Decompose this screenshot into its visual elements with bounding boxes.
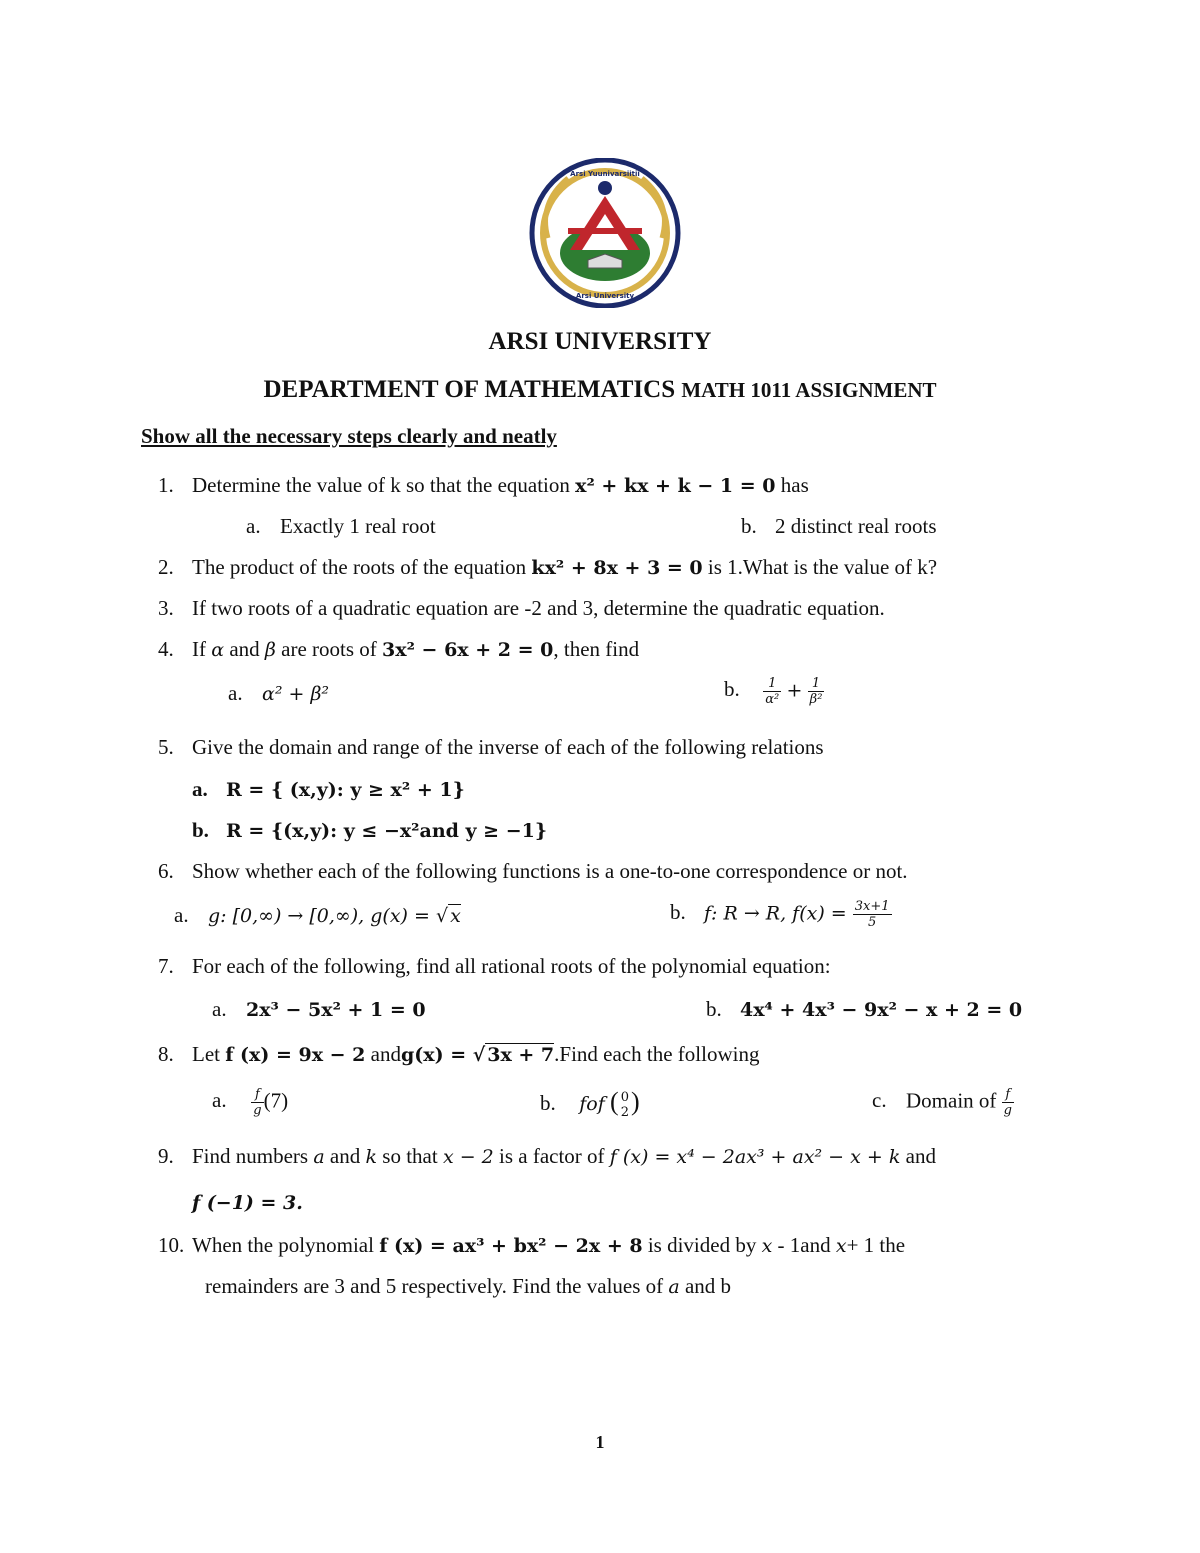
option-label: b. bbox=[192, 818, 209, 842]
plus-sign: + bbox=[786, 679, 803, 702]
question-3 bbox=[158, 595, 885, 621]
question-text: When the polynomial bbox=[192, 1233, 374, 1257]
equation: x² + kx + k − 1 = 0 bbox=[575, 475, 776, 497]
word-if: If bbox=[192, 637, 206, 661]
question-number: 1. bbox=[158, 473, 174, 497]
expression: g: [0,∞) → [0,∞), g(x) = bbox=[208, 905, 436, 927]
question-text: - 1and bbox=[777, 1233, 831, 1257]
question-1a bbox=[246, 513, 436, 539]
question-8: 8. Let f (x) = 9x − 2 andg(x) = √ 3x + 7.Find each the following bbox=[158, 1042, 760, 1066]
question-text: Give the domain and range of the inverse of each of the following relations bbox=[192, 735, 824, 759]
question-8a bbox=[212, 1087, 288, 1118]
word-and: and bbox=[370, 1042, 401, 1066]
denominator: g bbox=[1003, 1103, 1012, 1118]
option-text: Domain of bbox=[906, 1088, 997, 1113]
question-6b bbox=[670, 899, 892, 930]
question-text: is a factor of bbox=[499, 1144, 605, 1168]
denominator: β² bbox=[809, 692, 823, 707]
question-9 bbox=[158, 1143, 936, 1170]
question-7b bbox=[706, 996, 1022, 1023]
expression: R = {(x,y): y ≤ −x²and y ≥ −1} bbox=[226, 820, 548, 842]
question-5a bbox=[192, 776, 465, 803]
question-tail: , then find bbox=[553, 637, 640, 661]
divisor-variable: x bbox=[835, 1235, 847, 1257]
option-label: b. bbox=[724, 677, 740, 702]
university-logo bbox=[528, 158, 682, 308]
question-6 bbox=[158, 858, 908, 884]
numerator: f bbox=[1002, 1087, 1014, 1103]
beta-symbol: β bbox=[264, 639, 276, 661]
option-label: a. bbox=[228, 681, 243, 705]
fraction bbox=[853, 899, 892, 930]
argument: (7) bbox=[263, 1088, 289, 1113]
question-8c bbox=[872, 1087, 1014, 1118]
denominator: g bbox=[253, 1103, 262, 1118]
composition: fof bbox=[579, 1093, 605, 1115]
question-10-line2 bbox=[205, 1273, 731, 1300]
denominator: 5 bbox=[867, 915, 877, 930]
question-text: + 1 the bbox=[846, 1233, 906, 1257]
column-vector bbox=[619, 1090, 631, 1120]
question-tail: has bbox=[780, 473, 809, 497]
option-label: a. bbox=[174, 903, 189, 927]
equation: kx² + 8x + 3 = 0 bbox=[531, 557, 703, 579]
question-number: 7. bbox=[158, 954, 174, 978]
question-text: For each of the following, find all rational roots of the polynomial equation: bbox=[192, 954, 831, 978]
question-text: Determine the value of k so that the equation bbox=[192, 473, 570, 497]
equation: 3x² − 6x + 2 = 0 bbox=[382, 639, 554, 661]
option-label: a. bbox=[212, 997, 227, 1021]
question-text: Show whether each of the following functions is a one-to-one correspondence or not. bbox=[192, 859, 908, 883]
question-text: Find numbers bbox=[192, 1144, 309, 1168]
question-4 bbox=[158, 636, 639, 663]
question-5 bbox=[158, 734, 824, 760]
svg-text:Arsi University: Arsi University bbox=[575, 292, 635, 300]
question-4a bbox=[228, 680, 329, 707]
expression: α² + β² bbox=[262, 683, 330, 705]
option-label: b. bbox=[540, 1091, 556, 1115]
function-f: f (x) = 9x − 2 bbox=[225, 1044, 366, 1066]
denominator: α² bbox=[765, 692, 780, 707]
word-and: and bbox=[329, 1144, 361, 1168]
word-let: Let bbox=[192, 1042, 220, 1066]
divisor-variable: x bbox=[761, 1235, 773, 1257]
sqrt-argument: x bbox=[450, 905, 461, 927]
course-title: MATH 1011 ASSIGNMENT bbox=[681, 378, 937, 402]
university-title: ARSI UNIVERSITY bbox=[488, 328, 712, 355]
fraction bbox=[763, 676, 781, 707]
department-title bbox=[0, 376, 1200, 404]
expression: 2x³ − 5x² + 1 = 0 bbox=[246, 999, 426, 1021]
question-number: 5. bbox=[158, 735, 174, 759]
option-text: 2 distinct real roots bbox=[775, 514, 937, 538]
option-label: a. bbox=[246, 514, 261, 538]
question-2 bbox=[158, 554, 937, 581]
question-number: 2. bbox=[158, 555, 174, 579]
option-label: b. bbox=[706, 997, 722, 1021]
vector-bottom: 2 bbox=[620, 1105, 629, 1121]
expression: f: R → R, f(x) = bbox=[704, 902, 853, 925]
fraction bbox=[1002, 1087, 1014, 1118]
variable-a: a bbox=[313, 1146, 325, 1168]
question-7a bbox=[212, 996, 426, 1023]
question-tail: .Find each the following bbox=[554, 1042, 760, 1066]
question-number: 9. bbox=[158, 1144, 174, 1168]
expression: R = { (x,y): y ≥ x² + 1} bbox=[226, 779, 465, 801]
numerator: f bbox=[251, 1087, 263, 1103]
question-7 bbox=[158, 953, 831, 979]
vector-top: 0 bbox=[620, 1090, 629, 1106]
factor: x − 2 bbox=[442, 1146, 494, 1168]
option-label: b. bbox=[741, 514, 757, 538]
question-9-condition bbox=[192, 1189, 303, 1216]
question-tail: is 1.What is the value of k? bbox=[707, 555, 938, 579]
numerator: 1 bbox=[808, 676, 825, 692]
variable-k: k bbox=[365, 1146, 378, 1168]
question-6a: a. g: [0,∞) → [0,∞), g(x) = √ x bbox=[174, 903, 461, 927]
question-number: 8. bbox=[158, 1042, 174, 1066]
question-text: The product of the roots of the equation bbox=[192, 555, 527, 579]
question-number: 4. bbox=[158, 637, 174, 661]
alpha-symbol: α bbox=[211, 639, 225, 661]
question-10 bbox=[158, 1232, 905, 1259]
question-8b: b. fof ( 0 2 ) bbox=[540, 1087, 640, 1121]
question-number: 3. bbox=[158, 596, 174, 620]
instruction: Show all the necessary steps clearly and neatly bbox=[141, 424, 557, 448]
question-4b bbox=[724, 676, 824, 707]
question-number: 10. bbox=[158, 1233, 185, 1257]
option-label: a. bbox=[212, 1088, 227, 1113]
question-text: and b bbox=[684, 1274, 732, 1298]
expression: 4x⁴ + 4x³ − 9x² − x + 2 = 0 bbox=[740, 999, 1023, 1021]
option-label: b. bbox=[670, 900, 686, 925]
numerator: 1 bbox=[763, 676, 781, 692]
question-text: If two roots of a quadratic equation are -2 and 3, determine the quadratic equation. bbox=[192, 596, 885, 620]
numerator: 3x+1 bbox=[854, 899, 890, 914]
question-1b bbox=[741, 513, 937, 539]
option-label: a. bbox=[192, 777, 208, 801]
option-label: c. bbox=[872, 1088, 887, 1113]
question-text: remainders are 3 and 5 respectively. Find the values of bbox=[205, 1274, 664, 1298]
fraction bbox=[251, 1087, 263, 1118]
question-tail: and bbox=[905, 1144, 936, 1168]
svg-text:Arsi Yuunivarsiitii: Arsi Yuunivarsiitii bbox=[570, 170, 640, 178]
department-name: DEPARTMENT OF MATHEMATICS bbox=[263, 376, 676, 403]
question-number: 6. bbox=[158, 859, 174, 883]
word-and: and bbox=[229, 637, 260, 661]
fraction bbox=[808, 676, 825, 707]
page-number: 1 bbox=[595, 1432, 605, 1452]
sqrt-argument: 3x + 7 bbox=[487, 1044, 555, 1066]
polynomial: f (x) = ax³ + bx² − 2x + 8 bbox=[379, 1235, 643, 1257]
variable-a: a bbox=[668, 1276, 680, 1298]
polynomial: f (x) = x⁴ − 2ax³ + ax² − x + k bbox=[609, 1146, 901, 1168]
question-text: are roots of bbox=[281, 637, 377, 661]
option-text: Exactly 1 real root bbox=[280, 514, 436, 538]
question-1 bbox=[158, 472, 809, 499]
condition: f (−1) = 3. bbox=[192, 1192, 303, 1214]
question-text: so that bbox=[382, 1144, 438, 1168]
question-5b bbox=[192, 817, 547, 844]
question-text: is divided by bbox=[647, 1233, 757, 1257]
function-g: g(x) = bbox=[400, 1044, 473, 1066]
